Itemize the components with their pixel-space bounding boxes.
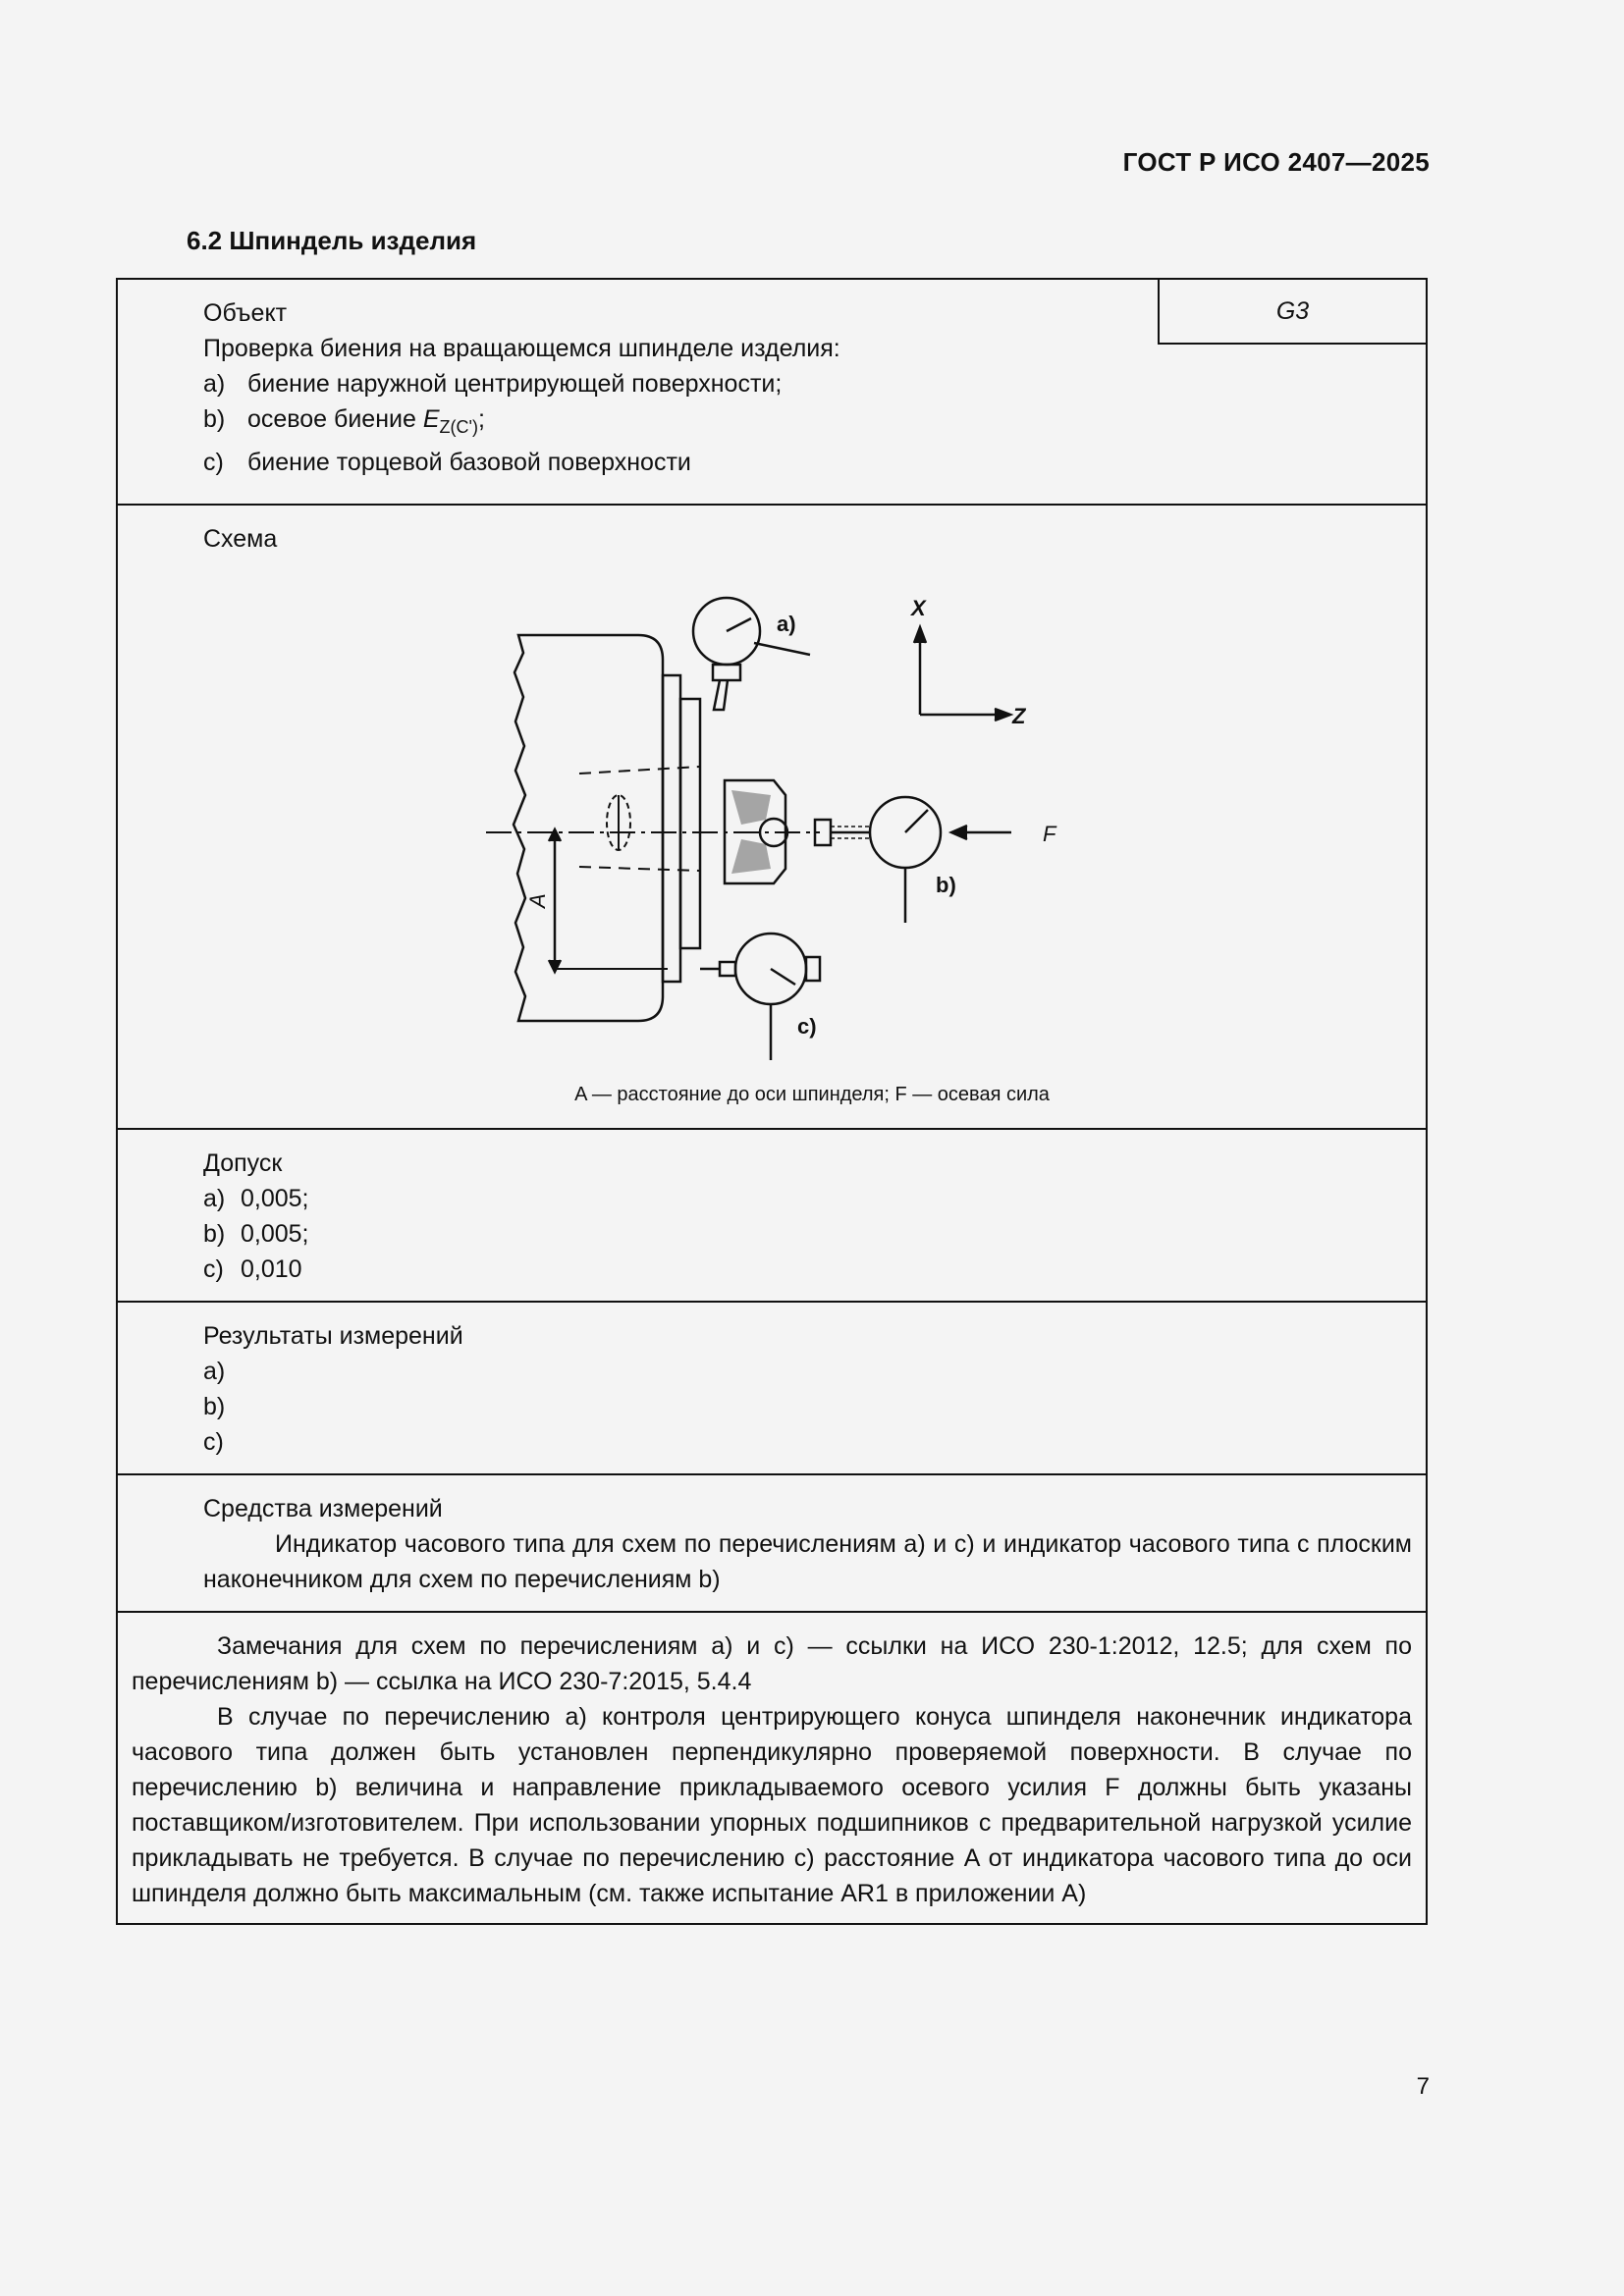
results-item: a) <box>203 1358 226 1385</box>
item-label: c) <box>203 1255 224 1283</box>
cone-line-lower <box>579 867 700 871</box>
item-text: осевое биение <box>246 405 423 433</box>
tools-heading: Средства измерений <box>203 1495 443 1522</box>
item-text: биение наружной центрирующей поверхности; <box>246 370 783 398</box>
results-row <box>118 1301 1426 1473</box>
label-a: a) <box>777 612 796 636</box>
tools-row <box>118 1473 1426 1611</box>
results-item: c) <box>203 1428 224 1456</box>
tolerance-row <box>118 1128 1426 1301</box>
scheme-heading: Схема <box>203 525 278 553</box>
item-text: биение торцевой базовой поверхности <box>246 449 691 476</box>
document-code: ГОСТ Р ИСО 2407—2025 <box>1122 147 1430 177</box>
cone-line-upper <box>579 767 700 774</box>
workpiece-body <box>514 635 663 1021</box>
axis-x-label: X <box>911 596 926 620</box>
notes-paragraph: В случае по перечислению a) контроля центрирующего конуса шпинделя наконечник индикатора часового типа должен быть установлен перпендикулярно проверяемой поверхности. В случае по перечислению b) величина и направление прикладываемого осевого усилия F должны быть указаны поставщиком/изготовителем. При использовании упорных подшипников с предварительной нагрузкой усилие прикладывать не требуется. В случае по перечислению c) расстояние A от индикатора часового типа до оси шпинделя должно быть максимальным (см. также испытание AR1 в приложении A) <box>132 1703 1412 1907</box>
symbol-subscript: Z(C') <box>439 417 478 437</box>
tolerance-item <box>203 1252 1412 1287</box>
tools-text: Индикатор часового типа для схем по перечислениям a) и c) и индикатор часового типа с плоским наконечником для схем по перечислениям b) <box>203 1530 1412 1593</box>
scheme-caption: A — расстояние до оси шпинделя; F — осевая сила <box>574 1084 1050 1105</box>
object-description: Проверка биения на вращающемся шпинделе изделия: <box>203 335 840 362</box>
item-end: ; <box>477 405 485 433</box>
results-heading: Результаты измерений <box>203 1322 463 1350</box>
label-c: c) <box>797 1014 817 1039</box>
results-item: b) <box>203 1393 226 1420</box>
test-code-box: G3 <box>1158 278 1428 345</box>
force-label: F <box>1043 822 1056 846</box>
notes-row <box>118 1611 1426 1923</box>
label-b: b) <box>936 873 956 897</box>
notes-paragraph: Замечания для схем по перечислениям a) и c) — ссылки на ИСО 230-1:2012, 12.5; для схем по перечислениям b) — ссылка на ИСО 230-7:2015, 5.4.4 <box>132 1632 1412 1695</box>
item-label: b) <box>203 405 226 433</box>
object-item-c <box>203 445 1412 480</box>
item-label: b) <box>203 1220 226 1248</box>
tolerance-value: 0,010 <box>241 1255 302 1283</box>
item-label: a) <box>203 1185 226 1212</box>
symbol-e: E <box>422 405 440 433</box>
item-label: c) <box>203 449 224 476</box>
object-heading: Объект <box>203 299 288 327</box>
spindle-flange <box>680 699 700 948</box>
tolerance-heading: Допуск <box>203 1149 283 1177</box>
spindle-face <box>663 675 680 982</box>
page-number: 7 <box>1416 2073 1430 2100</box>
dimension-a-label: A <box>525 893 550 908</box>
item-label: a) <box>203 370 226 398</box>
tolerance-item <box>203 1216 1412 1252</box>
tolerance-item <box>203 1181 1412 1216</box>
object-item-a <box>203 366 1412 401</box>
measurement-scheme-diagram <box>447 584 1075 1075</box>
tolerance-value: 0,005; <box>241 1185 309 1212</box>
tolerance-value: 0,005; <box>241 1220 309 1248</box>
axis-z-label: Z <box>1012 704 1026 728</box>
object-row <box>118 280 1426 504</box>
object-item-b <box>203 401 1412 445</box>
section-title: 6.2 Шпиндель изделия <box>187 226 477 255</box>
